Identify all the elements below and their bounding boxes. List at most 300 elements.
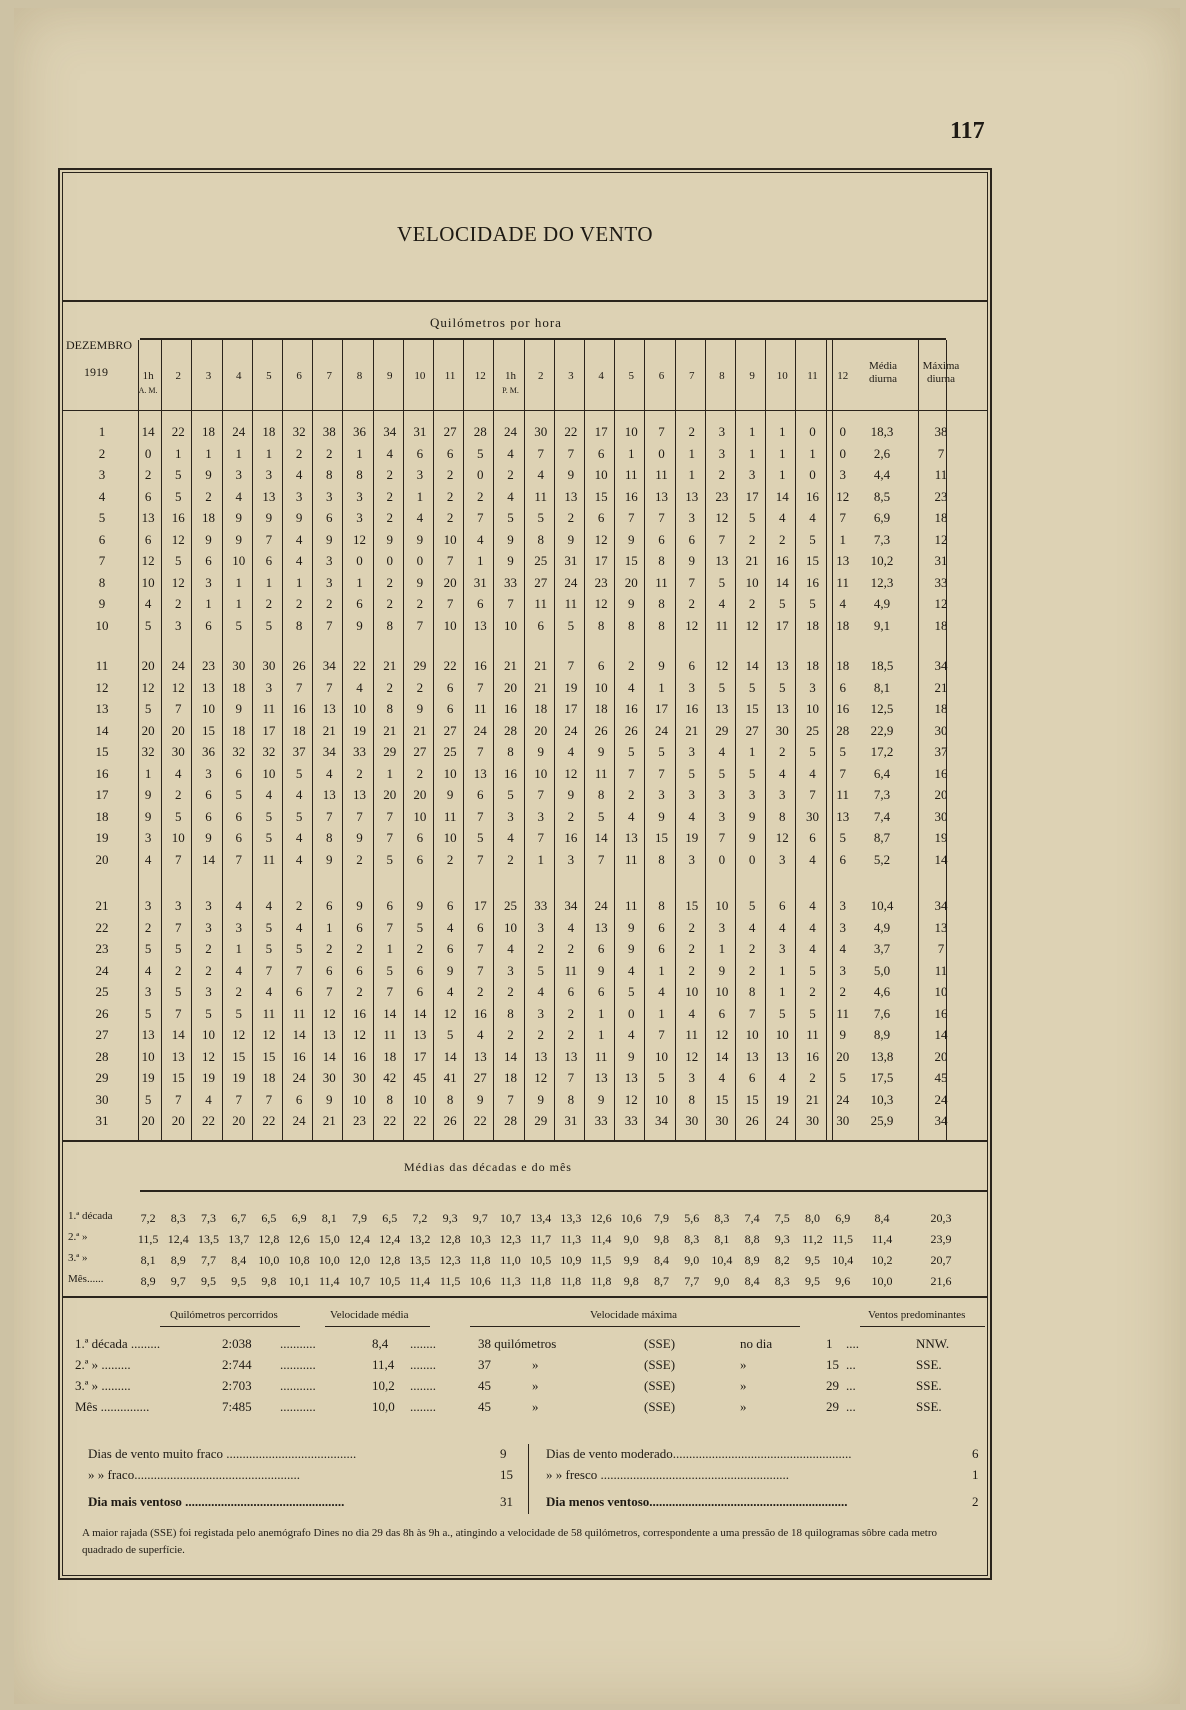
day-number: 4	[98, 488, 106, 504]
hour-value: 13	[836, 553, 850, 568]
hour-value: 4	[567, 744, 575, 759]
hour-value: 11	[625, 898, 638, 913]
hour-value: 11	[836, 1005, 849, 1021]
hour-value: 10	[715, 898, 729, 913]
hour-value: 6	[235, 765, 242, 781]
summary-dots: ...........	[280, 1357, 316, 1372]
hour-value: 9	[567, 531, 575, 547]
hour-value: 1	[235, 941, 242, 956]
hour-value: 2	[748, 941, 756, 956]
hour-value: 0	[144, 445, 152, 461]
hour-value: 6	[235, 830, 242, 845]
hour-value: 21	[322, 1113, 336, 1128]
hour-value: 22	[352, 658, 366, 673]
hour-value: 1	[597, 1027, 605, 1042]
hour-value: 12	[171, 679, 185, 695]
hour-value: 11	[594, 765, 608, 781]
hour-value: 8	[567, 1091, 575, 1107]
hour-value: 13	[775, 701, 789, 716]
hour-value: 30	[715, 1113, 729, 1128]
hour-value: 7	[477, 510, 484, 525]
summary-day: 1	[826, 1336, 833, 1351]
hour-value: 5	[235, 1005, 242, 1021]
hour-value: 6	[446, 701, 454, 716]
decade-value: 10,0	[318, 1253, 340, 1267]
hour-value: 7	[326, 984, 333, 999]
page-title: VELOCIDADE DO VENTO	[396, 222, 654, 246]
hour-value: 6	[597, 941, 605, 956]
summary-dots: ...	[846, 1378, 856, 1393]
hour-value: 3	[356, 510, 363, 525]
hour-value: 21	[534, 679, 548, 695]
hour-value: 16	[503, 765, 517, 781]
summary-dots: ...........	[280, 1336, 316, 1351]
decade-value: 10,6	[469, 1274, 491, 1288]
hour-value: 29	[413, 658, 427, 673]
hour-value: 2	[205, 941, 212, 956]
left-summary-label: Dias de vento muito fraco ........................................	[88, 1446, 357, 1461]
maxima-diurna-value: 7	[937, 445, 945, 461]
hour-value: 18	[201, 510, 215, 525]
hour-value: 7	[537, 830, 544, 845]
media-diurna-value: 22,9	[870, 722, 894, 738]
decade-value: 8,1	[321, 1211, 337, 1225]
summary-direction: (SSE)	[644, 1336, 676, 1351]
month-label: DEZEMBRO	[66, 338, 132, 352]
hour-value: 9	[628, 941, 635, 956]
hour-value: 6	[144, 488, 152, 504]
hour-value: 6	[205, 617, 212, 633]
decade-value: 12,8	[439, 1232, 461, 1246]
summary-dots: ........	[410, 1357, 436, 1372]
hour-value: 7	[628, 510, 635, 525]
summary-day: 29	[826, 1399, 839, 1414]
hour-value: 9	[567, 787, 575, 802]
hour-value: 6	[356, 919, 363, 935]
decade-value: 10,7	[348, 1274, 370, 1288]
hour-value: 21	[805, 1091, 819, 1107]
maxima-diurna-value: 30	[934, 808, 948, 824]
decade-value: 7,2	[412, 1211, 428, 1225]
hour-value: 5	[809, 596, 816, 611]
hour-value: 7	[386, 830, 393, 845]
summary-wind: SSE.	[916, 1399, 942, 1414]
hour-value: 13	[564, 1048, 578, 1064]
decade-value: 9,5	[804, 1274, 820, 1288]
hour-value: 3	[718, 445, 726, 461]
hour-value: 2	[416, 941, 424, 956]
hour-value: 18	[232, 679, 246, 695]
hour-value: 2	[537, 941, 544, 956]
hour-value: 3	[537, 808, 544, 824]
hour-value: 5	[265, 808, 273, 824]
hour-value: 4	[386, 445, 393, 461]
hour-value: 6	[326, 510, 333, 525]
hour-value: 13	[654, 488, 668, 504]
hour-value: 2	[628, 787, 635, 802]
decade-value: 6,5	[382, 1211, 398, 1225]
hour-value: 12	[745, 617, 759, 633]
hour-value: 6	[144, 531, 152, 547]
hour-value: 1	[295, 574, 303, 590]
hour-value: 10	[503, 919, 517, 935]
hour-value: 5	[295, 941, 303, 956]
hour-value: 6	[446, 445, 454, 461]
decade-value: 13,5	[197, 1232, 219, 1246]
summary-label: 1.ª década .........	[75, 1336, 161, 1351]
hour-value: 5	[658, 744, 665, 759]
hour-value: 31	[413, 424, 427, 439]
hour-value: 3	[326, 488, 333, 504]
hour-value: 6	[416, 962, 424, 978]
hour-value: 9	[205, 467, 212, 482]
hour-value: 6	[446, 941, 454, 956]
hour-value: 11	[655, 467, 668, 482]
hour-value: 8	[507, 744, 514, 759]
hour-value: 2	[295, 898, 303, 913]
hour-value: 30	[352, 1070, 366, 1085]
hour-value: 13	[624, 830, 638, 845]
hour-value: 3	[205, 898, 212, 913]
hour-value: 6	[658, 531, 665, 547]
hour-value: 16	[473, 658, 487, 673]
hour-value: 3	[175, 617, 182, 633]
hour-value: 7	[748, 1005, 756, 1021]
decade-value: 11,0	[500, 1253, 521, 1267]
hour-value: 18	[383, 1048, 397, 1064]
hour-value: 3	[205, 765, 212, 781]
gust-note: A maior rajada (SSE) foi registada pelo anemógrafo Dines no dia 29 das 8h às 9h a., atingindo a velocidade de 58 quilómetros, correspondente a uma pressão de 18 quilogramas sôbre cada metro quadrado de superfície.	[82, 1527, 937, 1556]
hour-value: 4	[809, 765, 816, 781]
hour-value: 4	[628, 679, 635, 695]
hour-value: 18	[262, 1070, 276, 1085]
hour-value: 2	[175, 596, 182, 611]
day-number: 30	[95, 1091, 109, 1107]
hour-value: 12	[594, 596, 608, 611]
hour-value: 16	[171, 510, 185, 525]
hour-value: 7	[265, 962, 273, 978]
hour-value: 4	[839, 596, 846, 611]
hour-value: 3	[567, 851, 575, 867]
hour-value: 6	[356, 596, 363, 611]
hour-value: 10	[443, 765, 457, 781]
hour-value: 3	[718, 919, 726, 935]
hour-value: 7	[326, 808, 333, 824]
summary-direction: (SSE)	[644, 1399, 676, 1414]
summary-label: 3.ª » .........	[75, 1378, 131, 1393]
decade-value: 7,7	[200, 1253, 216, 1267]
summary-dots: ........	[410, 1399, 436, 1414]
hour-value: 18	[534, 701, 548, 716]
hour-header: 3	[568, 370, 574, 382]
summary-km: 2:744	[222, 1357, 252, 1372]
right-summary-label: Dia menos ventoso.............................................................	[546, 1494, 848, 1509]
hour-value: 8	[326, 830, 333, 845]
summary-header: Ventos predominantes	[868, 1309, 966, 1321]
summary-header: Velocidade máxima	[590, 1309, 678, 1321]
hour-value: 9	[265, 510, 273, 525]
hour-value: 15	[171, 1070, 185, 1085]
hour-value: 11	[443, 808, 457, 824]
hour-value: 4	[265, 898, 273, 913]
hour-value: 5	[144, 1091, 152, 1107]
hour-value: 24	[171, 658, 185, 673]
hour-value: 11	[806, 1027, 819, 1042]
hour-value: 10	[594, 467, 608, 482]
hour-value: 27	[534, 574, 548, 590]
hour-value: 6	[567, 984, 575, 999]
decade-value: 12,3	[439, 1253, 461, 1267]
hour-value: 3	[658, 787, 665, 802]
hour-value: 8	[326, 467, 333, 482]
hour-value: 30	[685, 1113, 699, 1128]
decade-media: 10,0	[871, 1274, 893, 1288]
hour-value: 5	[809, 962, 816, 978]
hour-value: 5	[144, 1005, 152, 1021]
hour-value: 1	[265, 445, 273, 461]
hour-value: 24	[232, 424, 246, 439]
decade-value: 10,8	[288, 1253, 310, 1267]
right-summary-label: » » fresco ..........................................................	[546, 1467, 790, 1482]
hour-value: 1	[416, 488, 424, 504]
hour-value: 30	[805, 1113, 819, 1128]
hour-value: 3	[688, 510, 695, 525]
hour-value: 3	[779, 941, 786, 956]
hour-header: 6	[658, 370, 665, 382]
hour-value: 7	[446, 553, 454, 568]
decades-title: Médias das décadas e do mês	[404, 1160, 572, 1174]
hour-header: 9	[749, 370, 755, 382]
hour-value: 27	[443, 424, 457, 439]
hour-header: 9	[386, 370, 393, 382]
hour-value: 30	[232, 658, 246, 673]
hour-value: 3	[779, 787, 786, 802]
hour-value: 11	[262, 701, 276, 716]
decade-value: 10,9	[560, 1253, 582, 1267]
decade-value: 9,8	[261, 1274, 277, 1288]
hour-value: 7	[507, 1091, 514, 1107]
hour-value: 5	[779, 679, 786, 695]
hour-value: 5	[295, 765, 303, 781]
decade-value: 11,8	[530, 1274, 551, 1288]
summary-km: 2:703	[222, 1378, 252, 1393]
summary-dots: ....	[846, 1336, 859, 1351]
hour-value: 7	[628, 765, 635, 781]
day-number: 2	[98, 445, 106, 461]
hour-value: 9	[658, 808, 665, 824]
header-bottom-rule	[62, 410, 988, 411]
hour-value: 8	[748, 984, 756, 999]
hour-value: 9	[356, 617, 363, 633]
decade-value: 9,8	[653, 1232, 669, 1246]
hour-value: 11	[262, 851, 276, 867]
hour-value: 1	[839, 531, 846, 547]
media-diurna-value: 17,2	[870, 744, 894, 759]
hour-value: 20	[503, 679, 517, 695]
hour-value: 1	[537, 851, 544, 867]
decade-value: 6,9	[835, 1211, 851, 1225]
hour-value: 5	[175, 467, 182, 482]
title-rule	[62, 300, 988, 302]
hour-value: 5	[507, 787, 514, 802]
hour-value: 12	[564, 765, 578, 781]
hour-value: 9	[235, 510, 242, 525]
hour-value: 10	[413, 808, 427, 824]
media-diurna-value: 8,5	[873, 488, 891, 504]
day-number: 14	[95, 722, 109, 738]
hour-value: 1	[688, 467, 695, 482]
hour-value: 13	[685, 488, 699, 504]
hour-value: 9	[537, 1091, 544, 1107]
hour-value: 5	[144, 701, 152, 716]
decade-value: 7,5	[774, 1211, 790, 1225]
hour-value: 4	[628, 962, 635, 978]
hour-header: 2	[175, 370, 182, 382]
maxima-diurna-value: 30	[934, 722, 948, 738]
hour-value: 3	[688, 744, 695, 759]
hour-value: 6	[597, 658, 605, 673]
day-number: 28	[95, 1048, 109, 1064]
hour-value: 9	[628, 1048, 635, 1064]
hour-value: 6	[718, 1005, 726, 1021]
summary-media: 11,4	[372, 1357, 395, 1372]
decade-value: 5,6	[684, 1211, 700, 1225]
hour-value: 7	[416, 617, 424, 633]
hour-value: 4	[718, 744, 726, 759]
hour-value: 8	[507, 1005, 514, 1021]
hour-value: 7	[175, 919, 182, 935]
hour-value: 0	[386, 553, 393, 568]
hour-value: 8	[628, 617, 635, 633]
hour-value: 6	[205, 808, 212, 824]
decade-label: 3.ª »	[68, 1252, 88, 1264]
hour-value: 21	[383, 722, 397, 738]
hour-value: 17	[564, 701, 578, 716]
decade-maxima: 23,9	[930, 1232, 952, 1246]
hour-value: 5	[718, 765, 726, 781]
decade-value: 11,2	[802, 1232, 823, 1246]
hour-value: 7	[477, 851, 484, 867]
hour-value: 8	[446, 1091, 454, 1107]
hour-value: 6	[597, 510, 605, 525]
hour-value: 6	[205, 553, 212, 568]
hour-value: 4	[567, 919, 575, 935]
decade-value: 8,3	[170, 1211, 186, 1225]
hour-value: 7	[326, 617, 333, 633]
hour-value: 20	[141, 658, 155, 673]
left-summary-value: 15	[500, 1467, 513, 1482]
decade-value: 8,3	[684, 1232, 700, 1246]
decade-value: 7,9	[653, 1211, 669, 1225]
hour-value: 22	[383, 1113, 397, 1128]
hour-value: 10	[745, 574, 759, 590]
hour-value: 13	[201, 679, 215, 695]
hour-value: 6	[658, 941, 665, 956]
hour-value: 20	[141, 1113, 155, 1128]
hour-value: 5	[748, 898, 756, 913]
hour-value: 3	[839, 962, 846, 978]
hour-value: 28	[503, 1113, 517, 1128]
hour-value: 8	[386, 617, 393, 633]
hour-value: 2	[326, 596, 333, 611]
hour-value: 7	[567, 445, 575, 461]
hour-value: 6	[477, 919, 484, 935]
hour-value: 5	[597, 808, 605, 824]
hour-value: 2	[809, 984, 816, 999]
hour-value: 2	[628, 658, 635, 673]
hour-value: 17	[654, 701, 668, 716]
hour-value: 10	[201, 701, 215, 716]
hour-value: 0	[839, 445, 846, 461]
hour-value: 4	[718, 1070, 726, 1085]
media-diurna-value: 2,6	[873, 445, 891, 461]
hour-value: 18	[836, 658, 850, 673]
hour-value: 2	[567, 510, 575, 525]
hour-value: 4	[537, 984, 544, 999]
hour-value: 1	[748, 744, 756, 759]
summary-dots: ...	[846, 1357, 856, 1372]
hour-value: 3	[295, 488, 303, 504]
summary-wind: SSE.	[916, 1357, 942, 1372]
hour-value: 24	[503, 424, 517, 439]
hour-value: 9	[507, 553, 514, 568]
hour-value: 1	[748, 424, 756, 439]
hour-value: 6	[416, 984, 424, 999]
maxima-diurna-value: 18	[934, 510, 948, 525]
hour-value: 7	[265, 531, 273, 547]
hour-value: 26	[594, 722, 608, 738]
hour-value: 13	[322, 787, 336, 802]
hour-value: 1	[326, 919, 333, 935]
hour-value: 16	[352, 1005, 366, 1021]
hour-value: 3	[688, 679, 695, 695]
hour-value: 31	[473, 574, 487, 590]
decade-value: 13,7	[228, 1232, 250, 1246]
maxima-diurna-value: 24	[934, 1091, 948, 1107]
hour-value: 4	[809, 898, 816, 913]
hour-value: 19	[352, 722, 366, 738]
hour-value: 18	[262, 424, 276, 439]
summary-media: 8,4	[372, 1336, 389, 1351]
hour-value: 0	[839, 424, 846, 439]
hour-value: 13	[262, 488, 276, 504]
hour-value: 7	[658, 1027, 665, 1042]
decade-value: 8,1	[140, 1253, 156, 1267]
maxima-diurna-value: 33	[934, 574, 948, 590]
hour-value: 4	[839, 941, 846, 956]
hour-value: 10	[745, 1027, 759, 1042]
hour-value: 0	[809, 424, 816, 439]
hour-value: 30	[805, 808, 819, 824]
hour-value: 2	[356, 984, 363, 999]
media-diurna-value: 25,9	[870, 1113, 894, 1128]
decade-value: 12,4	[167, 1232, 189, 1246]
hour-value: 9	[628, 919, 635, 935]
hour-value: 5	[809, 1005, 816, 1021]
summary-day-label: »	[740, 1378, 747, 1393]
maxima-diurna-value: 13	[934, 919, 948, 935]
media-header: Média diurna	[868, 360, 898, 385]
hour-value: 3	[688, 1070, 695, 1085]
hour-value: 1	[386, 765, 393, 781]
hour-header: 12	[837, 370, 849, 382]
day-number: 25	[95, 984, 109, 999]
day-number: 15	[95, 744, 109, 759]
media-diurna-value: 4,9	[873, 919, 891, 935]
decade-value: 11,4	[590, 1232, 612, 1246]
hour-value: 13	[775, 1048, 789, 1064]
decade-value: 8,8	[744, 1232, 760, 1246]
